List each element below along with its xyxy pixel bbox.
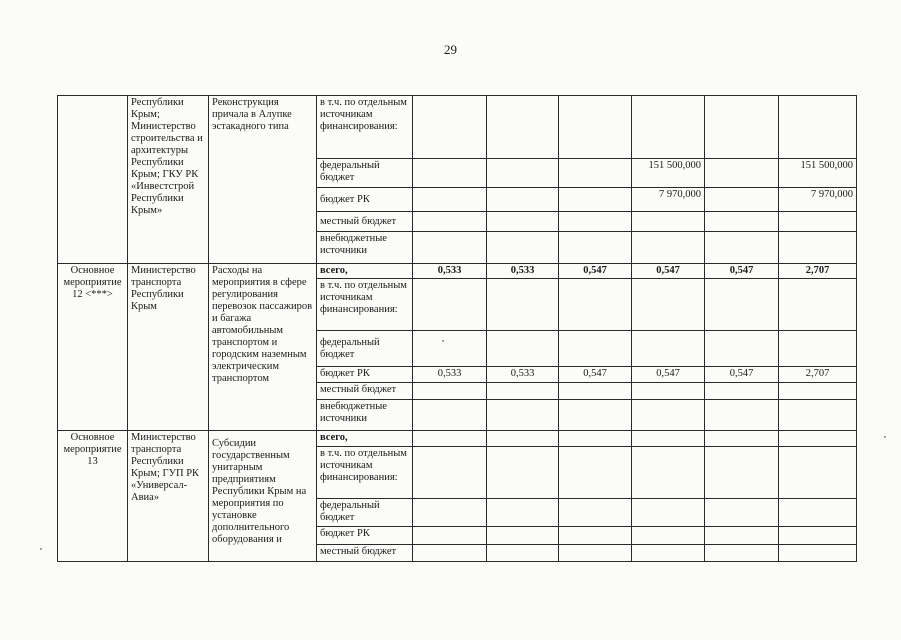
value-cell xyxy=(779,545,857,562)
value-cell xyxy=(632,431,705,447)
source-cell: местный бюджет xyxy=(317,212,413,232)
value-cell xyxy=(559,96,632,159)
source-cell: бюджет РК xyxy=(317,367,413,383)
value-cell xyxy=(559,331,632,367)
value-cell: 2,707 xyxy=(779,264,857,279)
value-cell xyxy=(413,545,487,562)
value-cell xyxy=(779,279,857,331)
value-cell: 7 970,000 xyxy=(779,188,857,212)
value-cell xyxy=(705,383,779,400)
value-cell xyxy=(779,431,857,447)
activity-name-cell: Субсидии государственным унитарным предприятиям Республики Крым на мероприятия по установке дополнительного оборудования и xyxy=(209,431,317,562)
value-cell xyxy=(632,447,705,499)
scan-speck xyxy=(884,436,886,438)
value-cell xyxy=(487,527,559,545)
value-cell xyxy=(413,431,487,447)
table-row xyxy=(58,264,857,279)
value-cell xyxy=(559,232,632,264)
value-cell xyxy=(413,331,487,367)
value-cell: 2,707 xyxy=(779,367,857,383)
executor-cell: Министерство транспорта Республики Крым xyxy=(128,264,209,431)
value-cell xyxy=(559,159,632,188)
value-cell xyxy=(487,232,559,264)
source-cell: местный бюджет xyxy=(317,383,413,400)
value-cell xyxy=(705,212,779,232)
value-cell xyxy=(779,527,857,545)
table-row xyxy=(58,431,857,447)
value-cell xyxy=(705,447,779,499)
value-cell: 0,533 xyxy=(487,264,559,279)
value-cell xyxy=(487,159,559,188)
activity-name-cell: Реконструкция причала в Алупке эстакадного типа xyxy=(209,96,317,264)
value-cell: 151 500,000 xyxy=(779,159,857,188)
source-cell: всего, xyxy=(317,264,413,279)
activity-code-cell: Основное мероприятие 13 xyxy=(58,431,128,562)
value-cell xyxy=(632,331,705,367)
value-cell xyxy=(487,400,559,431)
value-cell xyxy=(779,447,857,499)
source-cell: местный бюджет xyxy=(317,545,413,562)
scan-speck xyxy=(40,548,42,550)
value-cell xyxy=(705,279,779,331)
page-number: 29 xyxy=(444,42,457,57)
value-cell xyxy=(413,212,487,232)
value-cell xyxy=(487,279,559,331)
value-cell xyxy=(559,499,632,527)
source-cell: федеральный бюджет xyxy=(317,159,413,188)
value-cell xyxy=(559,279,632,331)
value-cell: 0,547 xyxy=(705,264,779,279)
value-cell xyxy=(632,279,705,331)
value-cell xyxy=(487,383,559,400)
value-cell xyxy=(559,447,632,499)
value-cell xyxy=(413,232,487,264)
value-cell xyxy=(779,96,857,159)
value-cell xyxy=(779,331,857,367)
value-cell xyxy=(705,232,779,264)
value-cell xyxy=(779,400,857,431)
source-cell: федеральный бюджет xyxy=(317,331,413,367)
value-cell xyxy=(632,499,705,527)
value-cell xyxy=(413,527,487,545)
value-cell xyxy=(705,400,779,431)
value-cell xyxy=(779,383,857,400)
value-cell xyxy=(559,431,632,447)
value-cell xyxy=(559,188,632,212)
executor-cell: Республики Крым; Министерство строительства и архитектуры Республики Крым; ГКУ РК «Инвестстрой Республики Крым» xyxy=(128,96,209,264)
source-cell: бюджет РК xyxy=(317,188,413,212)
value-cell: 0,533 xyxy=(413,367,487,383)
value-cell: 7 970,000 xyxy=(632,188,705,212)
value-cell xyxy=(413,383,487,400)
value-cell xyxy=(487,96,559,159)
value-cell xyxy=(487,545,559,562)
value-cell xyxy=(705,159,779,188)
value-cell xyxy=(413,400,487,431)
value-cell xyxy=(779,499,857,527)
value-cell xyxy=(705,527,779,545)
value-cell xyxy=(559,383,632,400)
value-cell xyxy=(632,212,705,232)
financing-table xyxy=(57,95,857,562)
source-cell: федеральный бюджет xyxy=(317,499,413,527)
value-cell xyxy=(487,331,559,367)
value-cell: 0,533 xyxy=(487,367,559,383)
value-cell xyxy=(413,188,487,212)
value-cell xyxy=(487,447,559,499)
value-cell xyxy=(559,212,632,232)
source-cell: в т.ч. по отдельным источникам финансирования: xyxy=(317,279,413,331)
value-cell: 0,547 xyxy=(632,367,705,383)
value-cell xyxy=(559,400,632,431)
value-cell xyxy=(779,232,857,264)
activity-name-cell: Расходы на мероприятия в сфере регулирования перевозок пассажиров и багажа автомобильным транспортом и городским наземным электрическим транспортом xyxy=(209,264,317,431)
value-cell xyxy=(632,96,705,159)
source-cell: в т.ч. по отдельным источникам финансирования: xyxy=(317,447,413,499)
value-cell xyxy=(487,431,559,447)
value-cell xyxy=(413,447,487,499)
value-cell xyxy=(632,545,705,562)
value-cell: 0,547 xyxy=(632,264,705,279)
value-cell: 0,533 xyxy=(413,264,487,279)
value-cell xyxy=(705,545,779,562)
value-cell xyxy=(705,96,779,159)
code-cell xyxy=(58,96,128,264)
value-cell xyxy=(705,431,779,447)
value-cell xyxy=(487,188,559,212)
value-cell: 0,547 xyxy=(559,264,632,279)
activity-code-cell: Основное мероприятие 12 <***> xyxy=(58,264,128,431)
value-cell xyxy=(705,331,779,367)
source-cell: внебюджетные источники xyxy=(317,232,413,264)
scan-speck xyxy=(442,340,444,342)
source-cell: всего, xyxy=(317,431,413,447)
value-cell xyxy=(413,159,487,188)
source-cell: бюджет РК xyxy=(317,527,413,545)
value-cell xyxy=(413,279,487,331)
value-cell xyxy=(705,188,779,212)
value-cell xyxy=(487,499,559,527)
value-cell xyxy=(559,545,632,562)
value-cell xyxy=(705,499,779,527)
value-cell: 151 500,000 xyxy=(632,159,705,188)
value-cell xyxy=(632,400,705,431)
value-cell xyxy=(632,527,705,545)
value-cell xyxy=(487,212,559,232)
table-row xyxy=(58,96,857,159)
source-cell: внебюджетные источники xyxy=(317,400,413,431)
value-cell: 0,547 xyxy=(559,367,632,383)
executor-cell: Министерство транспорта Республики Крым; ГУП РК «Универсал-Авиа» xyxy=(128,431,209,562)
source-cell: в т.ч. по отдельным источникам финансирования: xyxy=(317,96,413,159)
value-cell: 0,547 xyxy=(705,367,779,383)
value-cell xyxy=(413,499,487,527)
value-cell xyxy=(632,383,705,400)
value-cell xyxy=(413,96,487,159)
value-cell xyxy=(632,232,705,264)
value-cell xyxy=(779,212,857,232)
value-cell xyxy=(559,527,632,545)
